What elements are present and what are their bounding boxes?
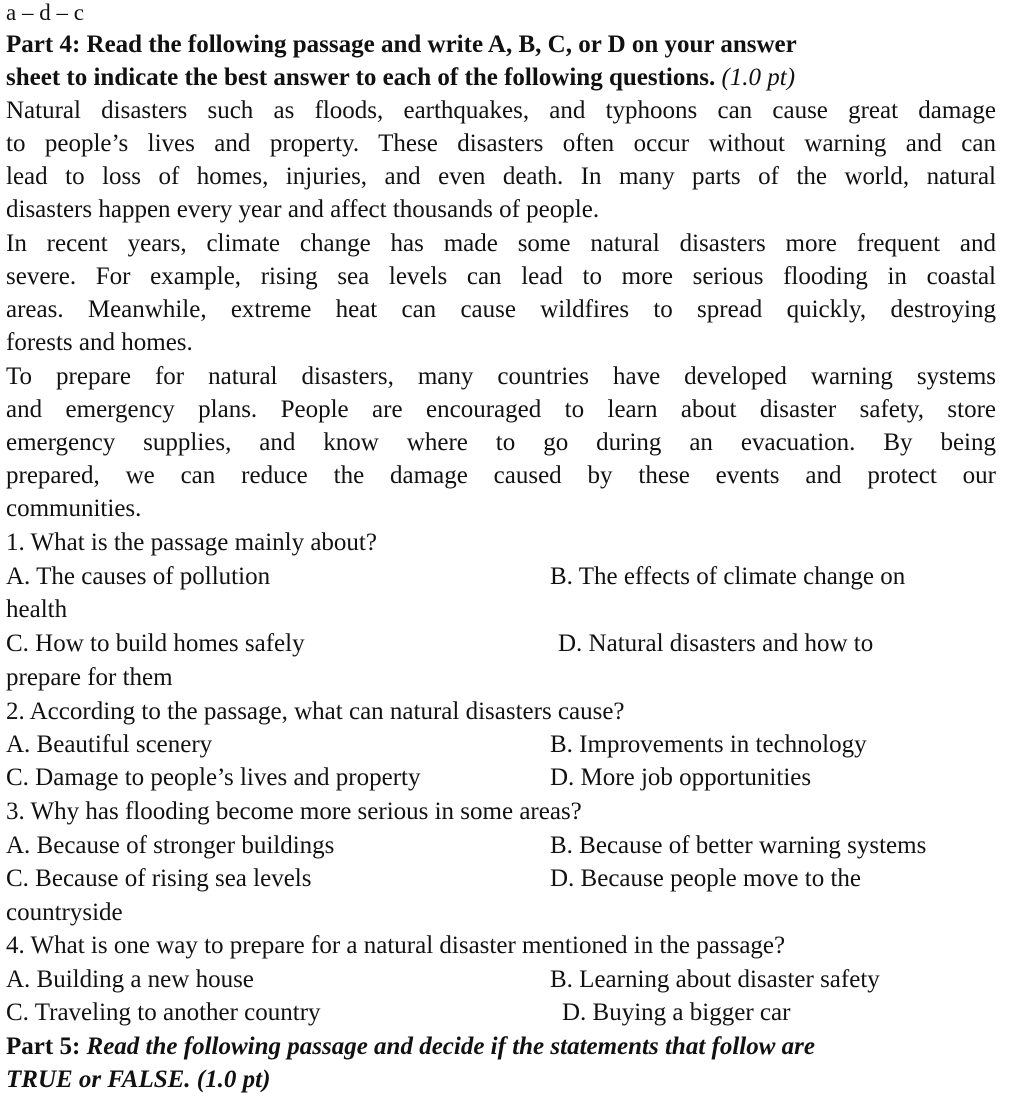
answer-key-note: a – d – c: [6, 0, 84, 25]
passage-line-3: lead to loss of homes, injuries, and even death. In many parts of the world, natural: [6, 163, 996, 190]
passage-line-8: forests and homes.: [6, 329, 193, 356]
passage-line-9: To prepare for natural disasters, many countries have developed warning systems: [6, 363, 996, 390]
question-1-option-c: C. How to build homes safely: [6, 630, 305, 657]
part4-points: (1.0 pt): [721, 64, 796, 91]
passage-line-11: emergency supplies, and know where to go during an evacuation. By being: [6, 429, 996, 456]
question-2-option-a: A. Beautiful scenery: [6, 731, 213, 758]
question-3-option-c: C. Because of rising sea levels: [6, 865, 312, 892]
question-3-option-d-cont: countryside: [6, 899, 123, 926]
question-4-stem: 4. What is one way to prepare for a natural disaster mentioned in the passage?: [6, 932, 786, 959]
question-2-option-b: B. Improvements in technology: [550, 731, 867, 758]
part5-instruction: [6, 1030, 996, 1063]
question-3-option-a: A. Because of stronger buildings: [6, 832, 335, 859]
question-1-option-b-cont: health: [6, 596, 68, 623]
passage-line-12: prepared, we can reduce the damage caused by these events and protect our: [6, 462, 996, 489]
passage-line-1: Natural disasters such as floods, earthquakes, and typhoons can cause great damage: [6, 97, 996, 124]
question-1-option-b: B. The effects of climate change on: [550, 563, 906, 590]
question-1-option-d-cont: prepare for them: [6, 664, 173, 691]
part5-cutoff-line: TRUE or FALSE. (1.0 pt): [6, 1066, 271, 1093]
passage-line-2: to people’s lives and property. These disasters often occur without warning and can: [6, 130, 996, 157]
question-4-option-d: D. Buying a bigger car: [562, 999, 791, 1026]
part5-instruction-text: Read the following passage and decide if the statements that follow are: [86, 1033, 815, 1060]
question-4-option-b: B. Learning about disaster safety: [550, 966, 880, 993]
question-2-option-c: C. Damage to people’s lives and property: [6, 764, 421, 791]
question-1-option-d: D. Natural disasters and how to: [558, 630, 874, 657]
part5-label: Part 5:: [6, 1033, 81, 1060]
question-2-option-d: D. More job opportunities: [550, 764, 812, 791]
part4-instruction-line2: [6, 61, 996, 94]
passage-line-10: and emergency plans. People are encouraged to learn about disaster safety, store: [6, 396, 996, 423]
question-4-option-a: A. Building a new house: [6, 966, 254, 993]
question-1-option-a: A. The causes of pollution: [6, 563, 271, 590]
passage-line-5: In recent years, climate change has made some natural disasters more frequent and: [6, 230, 996, 257]
question-3-option-b: B. Because of better warning systems: [550, 832, 927, 859]
passage-line-6: severe. For example, rising sea levels can lead to more serious flooding in coastal: [6, 263, 996, 290]
part4-instruction-bold: sheet to indicate the best answer to each of the following questions.: [6, 64, 716, 91]
passage-line-4: disasters happen every year and affect thousands of people.: [6, 196, 600, 223]
question-2-stem: 2. According to the passage, what can natural disasters cause?: [6, 698, 625, 725]
passage-line-13: communities.: [6, 495, 142, 522]
question-4-option-c: C. Traveling to another country: [6, 999, 321, 1026]
question-3-option-d: D. Because people move to the: [550, 865, 862, 892]
part4-instruction-line1: Part 4: Read the following passage and write A, B, C, or D on your answer: [6, 31, 797, 58]
question-3-stem: 3. Why has flooding become more serious in some areas?: [6, 798, 582, 825]
question-1-stem: 1. What is the passage mainly about?: [6, 529, 377, 556]
passage-line-7: areas. Meanwhile, extreme heat can cause wildfires to spread quickly, destroying: [6, 296, 996, 323]
